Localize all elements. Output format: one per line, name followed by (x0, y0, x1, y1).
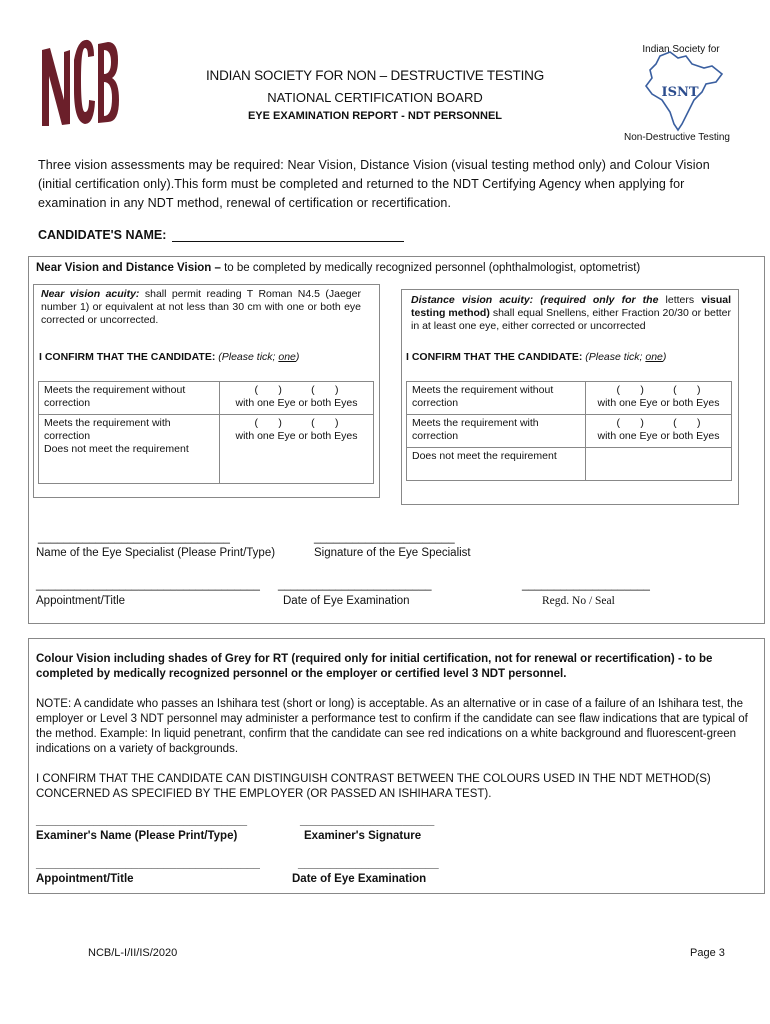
eye-specialist-name-label: Name of the Eye Specialist (Please Print/Type) (36, 547, 276, 559)
candidate-name-field[interactable] (172, 241, 404, 242)
isnt-logo-top-text: Indian Society for (642, 44, 720, 55)
table-row (407, 415, 732, 448)
near-row1-parens[interactable]: ( ) ( ) (254, 384, 339, 396)
examiner-name-line[interactable]: _________________________________ (36, 815, 248, 827)
colour-vision-note: NOTE: A candidate who passes an Ishihara test (short or long) is acceptable. As an alternative or in case of a failure of an Ishihara test, the employer or Level 3 NDT personnel may administer a performance test to confirm if the candidate can see flaw indications that are typical of the method. Example: In liquid penetrant, confirm that the candidate can see red indications on a white background and fluorescent-green indications on a variety of backgrounds. (36, 698, 748, 755)
distance-confirm-bold: I CONFIRM THAT THE CANDIDATE: (406, 351, 583, 363)
near-vision-text: shall permit reading T Roman N4.5 (Jaeger number 1) or equivalent at not less than 30 cm with one or both eye corrected or uncorrected. (41, 288, 361, 326)
board-title: NATIONAL CERTIFICATION BOARD (267, 90, 483, 105)
examiner-signature-line[interactable]: _____________________ (300, 815, 435, 827)
distance-row2-label: Meets the requirement with correction (407, 415, 586, 448)
near-confirm-bold: I CONFIRM THAT THE CANDIDATE: (39, 351, 216, 363)
near-confirm-ital: (Please tick; (215, 351, 279, 363)
table-row (407, 448, 732, 481)
distance-confirm-one: one (645, 351, 663, 363)
near-row2-options[interactable] (220, 415, 374, 484)
distance-vision-table (406, 381, 732, 481)
near-vision-title: Near vision acuity: (41, 288, 140, 300)
distance-confirm-end: ) (662, 351, 667, 363)
report-title: EYE EXAMINATION REPORT - NDT PERSONNEL (247, 110, 503, 122)
table-row (39, 415, 374, 484)
isnt-logo-bottom-text: Non-Destructive Testing (624, 132, 730, 143)
near-row1-label: Meets the requirement without correction (39, 382, 220, 415)
vision-section-heading (36, 261, 756, 276)
distance-row1-options[interactable] (586, 382, 732, 415)
intro-paragraph: Three vision assessments may be required: Near Vision, Distance Vision (visual testing method only) and Colour Vision (initial certification only).This form must be completed and returned to the NDT Certifying Agency when applying for examination in any NDT method, renewal of certification or recertification. (38, 158, 710, 210)
distance-row2-eyes: with one Eye or both Eyes (597, 430, 720, 442)
examiner-name-label: Examiner's Name (Please Print/Type) (36, 830, 238, 842)
isnt-logo-center-text: ISNT (661, 85, 699, 100)
distance-row1-label: Meets the requirement without correction (407, 382, 586, 415)
footer-form-code: NCB/L-I/II/IS/2020 (88, 947, 178, 959)
distance-row3-label: Does not meet the requirement (407, 448, 586, 481)
footer-page-number: Page 3 (690, 947, 725, 959)
near-confirm-line (39, 351, 369, 364)
examiner-date-label: Date of Eye Examination (292, 873, 427, 885)
colour-vision-heading: Colour Vision including shades of Grey for RT (required only for initial certification, not for renewal or recertification) - to be completed by medically recognized personnel or the employer or certified level 3 NDT personnel. (36, 653, 713, 680)
eye-specialist-signature-line[interactable]: ______________________ (314, 532, 455, 544)
distance-vision-description (411, 294, 731, 333)
near-vision-description (41, 288, 361, 327)
vision-heading-rest: to be completed by medically recognized personnel (ophthalmologist, optometrist) (220, 262, 641, 274)
distance-row2-parens[interactable]: ( ) ( ) (616, 417, 701, 429)
eye-specialist-name-line[interactable]: ______________________________ (38, 532, 230, 544)
distance-confirm-line (406, 351, 736, 364)
regd-seal-label: Regd. No / Seal (542, 595, 615, 607)
org-title: INDIAN SOCIETY FOR NON – DESTRUCTIVE TESTING (206, 68, 544, 83)
examiner-date-line[interactable]: ______________________ (298, 858, 439, 870)
eye-specialist-signature-label: Signature of the Eye Specialist (314, 547, 471, 559)
distance-vision-title: Distance vision acuity: (required only for the (411, 294, 659, 306)
near-row1-eyes: with one Eye or both Eyes (235, 397, 358, 409)
table-row (39, 382, 374, 415)
regd-line[interactable]: ____________________ (522, 579, 650, 591)
distance-confirm-ital: (Please tick; (582, 351, 646, 363)
distance-row1-eyes: with one Eye or both Eyes (597, 397, 720, 409)
near-confirm-end: ) (295, 351, 300, 363)
distance-row3-options[interactable] (586, 448, 732, 481)
date-line[interactable]: ________________________ (278, 579, 432, 591)
distance-vision-letters: letters (658, 294, 695, 306)
near-row1-options[interactable] (220, 382, 374, 415)
distance-row1-parens[interactable]: ( ) ( ) (616, 384, 701, 396)
examiner-appointment-label: Appointment/Title (36, 873, 134, 885)
near-row2b-label: Does not meet the requirement (44, 443, 189, 455)
appointment-label: Appointment/Title (36, 595, 126, 607)
distance-vision-text: shall equal Snellens, either Fraction 20/30 or better in at least one eye, either corrected or uncorrected (411, 307, 731, 332)
vision-heading-bold: Near Vision and Distance Vision – (36, 262, 221, 274)
near-vision-table (38, 381, 374, 484)
appointment-line[interactable]: ___________________________________ (36, 579, 260, 591)
near-row2-parens[interactable]: ( ) ( ) (254, 417, 339, 429)
near-row2a-label: Meets the requirement with correction (44, 417, 171, 442)
near-confirm-one: one (278, 351, 296, 363)
distance-row2-options[interactable] (586, 415, 732, 448)
candidate-name-label: CANDIDATE'S NAME: (38, 228, 167, 242)
date-label: Date of Eye Examination (283, 595, 410, 607)
near-row2-eyes: with one Eye or both Eyes (235, 430, 358, 442)
ncb-logo (38, 30, 120, 130)
colour-vision-confirm: I CONFIRM THAT THE CANDIDATE CAN DISTINGUISH CONTRAST BETWEEN THE COLOURS USED IN THE NDT METHOD(S) CONCERNED AS SPECIFIED BY THE EMPLOYER (OR PASSED AN ISHIHARA TEST). (36, 773, 711, 800)
examiner-appointment-line[interactable]: ___________________________________ (36, 858, 260, 870)
distance-vision-bold-tail: visual testing method) (411, 294, 731, 319)
table-row (407, 382, 732, 415)
near-row2-label (39, 415, 220, 484)
examiner-signature-label: Examiner's Signature (304, 830, 422, 842)
